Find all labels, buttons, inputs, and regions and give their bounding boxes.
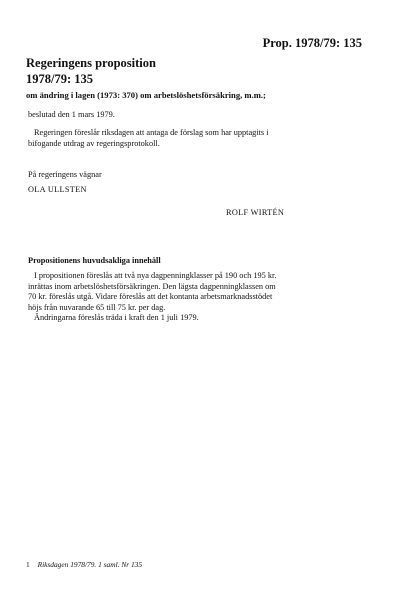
page-footer: [26, 560, 142, 569]
summary-line: höjs från nuvarande 65 till 75 kr. per dag.: [28, 302, 166, 312]
document-title: Regeringens proposition: [26, 56, 156, 70]
summary-line: I propositionen föreslås att två nya dagpenningklasser på 190 och 195 kr.: [34, 271, 277, 280]
summary-heading: Propositionens huvudsakliga innehåll: [28, 256, 161, 265]
footer-source: Riksdagen 1978/79. 1 saml. Nr 135: [37, 560, 143, 569]
summary-line: 70 kr. föreslås utgå. Vidare föreslås att det kontanta arbetsmarknadsstödet: [28, 292, 273, 301]
proposition-subject: om ändring i lagen (1973: 370) om arbetslöshetsförsäkring, m.m.;: [26, 90, 266, 100]
signatory-minister: ROLF WIRTÉN: [226, 208, 285, 217]
summary-line: inrättas inom arbetslöshetsförsäkringen. Den lägsta dagpenningklassen om: [28, 281, 276, 291]
signatory-prime-minister: OLA ULLSTEN: [28, 185, 87, 194]
page-number: 1: [26, 560, 30, 569]
summary-line: Ändringarna föreslås träda i kraft den 1 juli 1979.: [34, 313, 199, 322]
summary-paragraph: [28, 271, 348, 324]
intro-paragraph: [28, 128, 348, 149]
intro-line: Regeringen föreslår riksdagen att antaga de förslag som har upptagits i: [34, 128, 269, 137]
proposition-reference: Prop. 1978/79: 135: [262, 36, 362, 50]
decision-date: beslutad den 1 mars 1979.: [28, 110, 115, 119]
intro-line: bifogande utdrag av regeringsprotokoll.: [28, 138, 160, 148]
proposition-number: 1978/79: 135: [26, 72, 94, 86]
on-behalf-text: På regeringens vägnar: [28, 170, 102, 179]
